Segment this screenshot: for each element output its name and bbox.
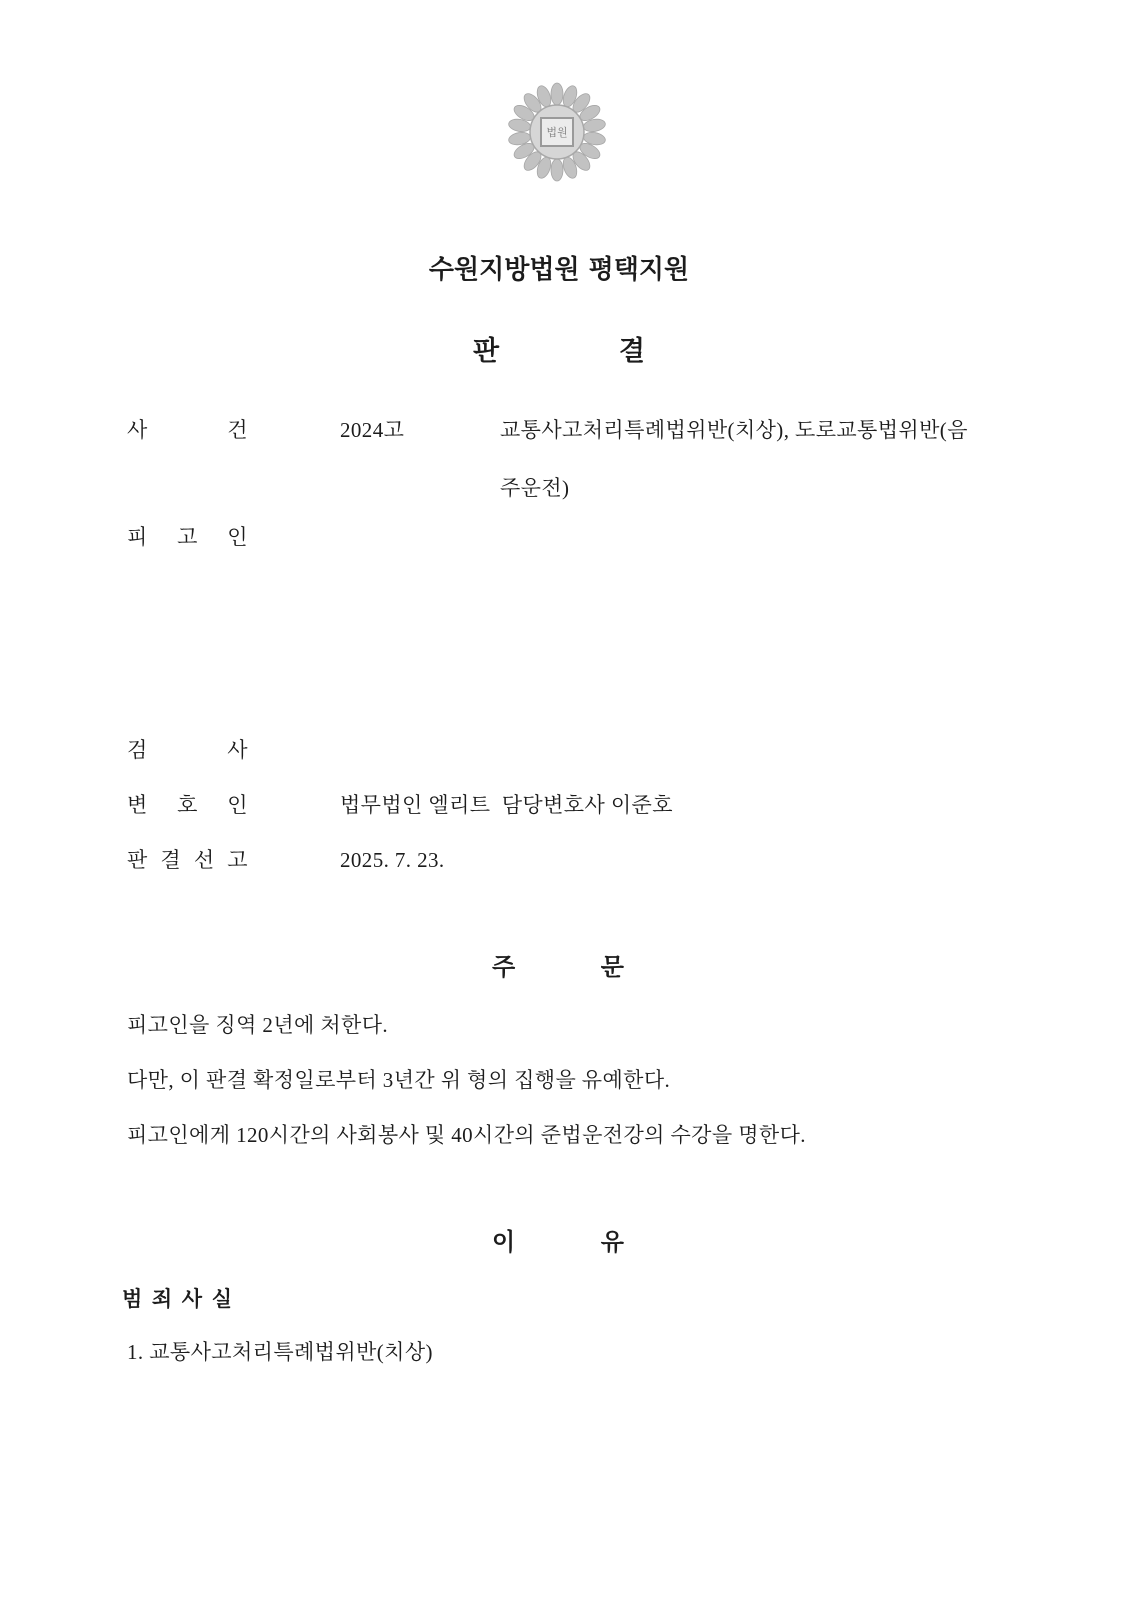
defendant-label: 피 고 인 xyxy=(127,525,248,549)
case-name-line-2: 주운전) xyxy=(500,476,570,500)
reasons-item: 1. 교통사고처리특례법위반(치상) xyxy=(127,1340,433,1364)
sentencing-date-value: 2025. 7. 23. xyxy=(340,848,445,872)
document-title: 판 결 xyxy=(473,336,645,367)
disposition-paragraph: 피고인을 징역 2년에 처한다. xyxy=(127,1013,389,1037)
disposition-paragraph: 다만, 이 판결 확정일로부터 3년간 위 형의 집행을 유예한다. xyxy=(127,1068,671,1092)
sentencing-date-label: 판 결 선 고 xyxy=(127,848,248,872)
emblem-text: 법원 xyxy=(546,126,568,139)
prosecutor-label: 검 사 xyxy=(127,738,248,762)
case-number: 2024고 xyxy=(340,418,405,442)
criminal-facts-subheading: 범 죄 사 실 xyxy=(122,1287,232,1311)
court-name: 수원지방법원 평택지원 xyxy=(428,255,690,285)
reasons-heading: 이 유 xyxy=(492,1228,624,1256)
case-name-line-1: 교통사고처리특례법위반(치상), 도로교통법위반(음 xyxy=(500,418,968,442)
disposition-paragraph: 피고인에게 120시간의 사회봉사 및 40시간의 준법운전강의 수강을 명한다. xyxy=(127,1123,806,1147)
counsel-label: 변 호 인 xyxy=(127,793,248,817)
counsel-value: 법무법인 엘리트 담당변호사 이준호 xyxy=(340,793,673,817)
court-emblem xyxy=(503,78,611,186)
emblem-petal xyxy=(551,83,563,105)
disposition-heading: 주 문 xyxy=(492,953,624,981)
case-label: 사 건 xyxy=(127,418,248,442)
emblem-petal xyxy=(551,159,563,181)
